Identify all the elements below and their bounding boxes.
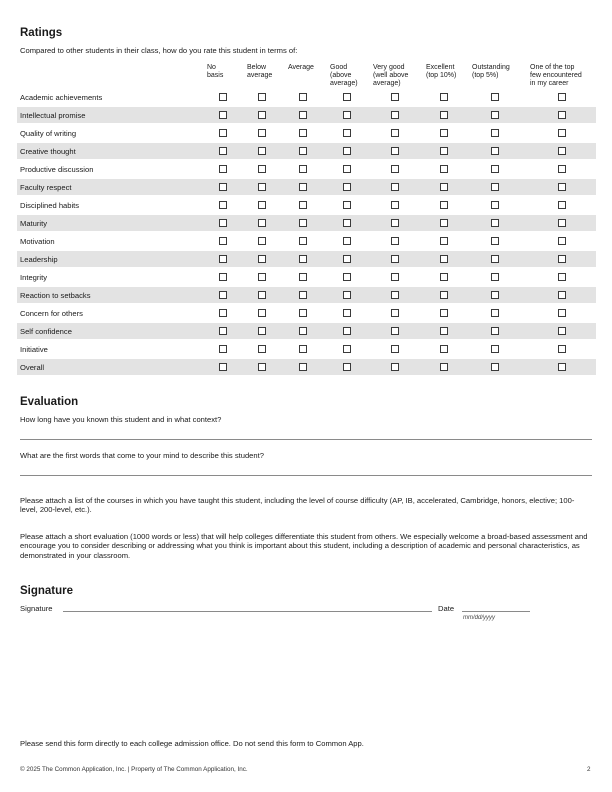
rating-column-header-line: No (207, 64, 216, 71)
rating-checkbox[interactable] (219, 255, 227, 263)
rating-row-label: Concern for others (20, 309, 83, 318)
rating-checkbox[interactable] (299, 363, 307, 371)
rating-column-header-line: Average (288, 64, 314, 71)
rating-column-header-line: in my career (530, 80, 569, 87)
rating-checkbox[interactable] (391, 273, 399, 281)
rating-checkbox[interactable] (558, 273, 566, 281)
rating-checkbox[interactable] (219, 219, 227, 227)
rating-column-header-line: average) (373, 80, 401, 87)
rating-checkbox[interactable] (558, 291, 566, 299)
rating-checkbox[interactable] (391, 129, 399, 137)
rating-checkbox[interactable] (558, 309, 566, 317)
rating-checkbox[interactable] (343, 147, 351, 155)
rating-checkbox[interactable] (391, 237, 399, 245)
rating-checkbox[interactable] (299, 255, 307, 263)
rating-row-label: Motivation (20, 237, 55, 246)
rating-checkbox[interactable] (258, 327, 266, 335)
rating-column-header-line: basis (207, 72, 224, 79)
rating-checkbox[interactable] (219, 147, 227, 155)
date-line[interactable] (462, 611, 530, 612)
rating-checkbox[interactable] (219, 363, 227, 371)
rating-checkbox[interactable] (299, 273, 307, 281)
rating-checkbox[interactable] (491, 327, 499, 335)
rating-checkbox[interactable] (391, 147, 399, 155)
rating-checkbox[interactable] (391, 201, 399, 209)
rating-checkbox[interactable] (391, 219, 399, 227)
rating-checkbox[interactable] (343, 111, 351, 119)
rating-checkbox[interactable] (558, 165, 566, 173)
rating-checkbox[interactable] (440, 147, 448, 155)
rating-checkbox[interactable] (343, 273, 351, 281)
rating-checkbox[interactable] (491, 165, 499, 173)
rating-column-header-line: (well above (373, 72, 409, 79)
rating-column-header-line: few encountered (530, 72, 582, 79)
rating-column-header-line: (above (330, 72, 352, 79)
rating-checkbox[interactable] (219, 165, 227, 173)
rating-column-header-line: Excellent (426, 64, 455, 71)
rating-checkbox[interactable] (343, 255, 351, 263)
rating-row (17, 323, 596, 339)
rating-checkbox[interactable] (558, 237, 566, 245)
rating-row-label: Initiative (20, 345, 48, 354)
rating-checkbox[interactable] (558, 201, 566, 209)
rating-checkbox[interactable] (343, 129, 351, 137)
rating-checkbox[interactable] (558, 255, 566, 263)
rating-row-label: Overall (20, 363, 45, 372)
rating-checkbox[interactable] (258, 273, 266, 281)
rating-row (17, 359, 596, 375)
rating-checkbox[interactable] (491, 93, 499, 101)
rating-checkbox[interactable] (299, 147, 307, 155)
rating-checkbox[interactable] (558, 111, 566, 119)
rating-checkbox[interactable] (391, 327, 399, 335)
date-label: Date (438, 604, 455, 613)
rating-row (17, 269, 596, 285)
rating-row-label: Quality of writing (20, 129, 77, 138)
rating-row (17, 233, 596, 249)
rating-checkbox[interactable] (440, 165, 448, 173)
rating-column-header (247, 64, 272, 80)
rating-checkbox[interactable] (343, 237, 351, 245)
rating-column-header-line: average (247, 72, 273, 79)
rating-checkbox[interactable] (391, 165, 399, 173)
rating-checkbox[interactable] (299, 201, 307, 209)
rating-checkbox[interactable] (219, 183, 227, 191)
rating-checkbox[interactable] (258, 345, 266, 353)
rating-checkbox[interactable] (258, 237, 266, 245)
rating-checkbox[interactable] (440, 309, 448, 317)
rating-checkbox[interactable] (391, 291, 399, 299)
ratings-prompt: Compared to other students in their class, how do you rate this student in terms of: (20, 46, 298, 55)
rating-checkbox[interactable] (219, 93, 227, 101)
date-format-hint: mm/dd/yyyy (463, 615, 496, 621)
rating-row (17, 143, 596, 159)
rating-column-header (472, 64, 510, 80)
rating-row (17, 161, 596, 177)
rating-checkbox[interactable] (299, 111, 307, 119)
rating-column-header (207, 64, 223, 80)
rating-row (17, 305, 596, 321)
rating-row (17, 251, 596, 267)
rating-checkbox[interactable] (391, 309, 399, 317)
rating-column-header (530, 64, 582, 88)
rating-checkbox[interactable] (258, 129, 266, 137)
rating-row-label: Maturity (20, 219, 48, 228)
rating-column-header-line: Very good (373, 64, 405, 71)
page-number: 2 (587, 766, 591, 773)
rating-checkbox[interactable] (440, 345, 448, 353)
rating-row-label: Reaction to setbacks (20, 291, 91, 300)
rating-checkbox[interactable] (491, 363, 499, 371)
rating-column-header-line: Good (330, 64, 348, 71)
evaluation-instruction: Please attach a short evaluation (1000 words or less) that will help colleges differentiate this student from others. We especially welcome a broad-based assessment and encourage you to consider describing or addressing what you think is important about this student, including a description of academic and personal characteristics, as demonstrated in your classroom. (20, 532, 588, 560)
evaluation-question-first-words: What are the first words that come to your mind to describe this student? (20, 451, 264, 460)
rating-checkbox[interactable] (258, 165, 266, 173)
rating-checkbox[interactable] (258, 201, 266, 209)
rating-checkbox[interactable] (440, 219, 448, 227)
send-notice: Please send this form directly to each college admission office. Do not send this form to Common App. (20, 739, 364, 748)
rating-row (17, 179, 596, 195)
rating-checkbox[interactable] (391, 255, 399, 263)
rating-checkbox[interactable] (299, 345, 307, 353)
rating-row (17, 125, 596, 141)
rating-row-label: Creative thought (20, 147, 76, 156)
rating-column-header (330, 64, 358, 88)
rating-checkbox[interactable] (440, 237, 448, 245)
rating-column-header-line: (top 5%) (472, 72, 499, 79)
rating-checkbox[interactable] (440, 291, 448, 299)
rating-checkbox[interactable] (299, 129, 307, 137)
rating-checkbox[interactable] (440, 255, 448, 263)
rating-checkbox[interactable] (558, 129, 566, 137)
rating-checkbox[interactable] (440, 129, 448, 137)
rating-checkbox[interactable] (343, 345, 351, 353)
rating-checkbox[interactable] (391, 345, 399, 353)
rating-checkbox[interactable] (391, 93, 399, 101)
first-words-answer-line[interactable] (20, 475, 592, 476)
rating-row-label: Leadership (20, 255, 58, 264)
rating-checkbox[interactable] (558, 219, 566, 227)
rating-checkbox[interactable] (343, 93, 351, 101)
copyright-footer: © 2025 The Common Application, Inc. | Property of The Common Application, Inc. (20, 766, 248, 773)
evaluation-question-context: How long have you known this student and in what context? (20, 415, 222, 424)
rating-checkbox[interactable] (391, 183, 399, 191)
rating-column-header-line: (top 10%) (426, 72, 457, 79)
rating-checkbox[interactable] (558, 183, 566, 191)
rating-checkbox[interactable] (491, 345, 499, 353)
rating-column-header (373, 64, 408, 88)
rating-checkbox[interactable] (258, 363, 266, 371)
rating-checkbox[interactable] (491, 147, 499, 155)
rating-column-header (426, 64, 456, 80)
rating-checkbox[interactable] (219, 111, 227, 119)
rating-checkbox[interactable] (219, 291, 227, 299)
rating-checkbox[interactable] (343, 219, 351, 227)
rating-column-header (288, 64, 314, 72)
rating-checkbox[interactable] (440, 93, 448, 101)
context-answer-line[interactable] (20, 439, 592, 440)
rating-checkbox[interactable] (258, 309, 266, 317)
rating-column-header-line: average) (330, 80, 358, 87)
rating-checkbox[interactable] (391, 363, 399, 371)
rating-checkbox[interactable] (219, 129, 227, 137)
rating-checkbox[interactable] (299, 237, 307, 245)
rating-checkbox[interactable] (258, 147, 266, 155)
rating-checkbox[interactable] (299, 291, 307, 299)
rating-checkbox[interactable] (440, 201, 448, 209)
rating-checkbox[interactable] (558, 147, 566, 155)
rating-checkbox[interactable] (219, 273, 227, 281)
rating-checkbox[interactable] (258, 219, 266, 227)
rating-checkbox[interactable] (491, 201, 499, 209)
rating-column-header-line: One of the top (530, 64, 575, 71)
rating-column-header-line: Below (247, 64, 267, 71)
rating-checkbox[interactable] (491, 219, 499, 227)
rating-checkbox[interactable] (491, 309, 499, 317)
signature-line[interactable] (63, 611, 432, 612)
rating-checkbox[interactable] (491, 273, 499, 281)
rating-checkbox[interactable] (299, 165, 307, 173)
rating-row (17, 89, 596, 105)
rating-checkbox[interactable] (440, 111, 448, 119)
rating-checkbox[interactable] (343, 183, 351, 191)
courses-instruction: Please attach a list of the courses in which you have taught this student, including the level of course difficulty (AP, IB, accelerated, Cambridge, honors, elective; 100-level, 200-level, etc.). (20, 496, 575, 515)
rating-row-label: Academic achievements (20, 93, 103, 102)
rating-checkbox[interactable] (343, 291, 351, 299)
evaluation-heading: Evaluation (20, 396, 79, 408)
rating-checkbox[interactable] (258, 255, 266, 263)
rating-checkbox[interactable] (440, 273, 448, 281)
rating-checkbox[interactable] (440, 363, 448, 371)
rating-checkbox[interactable] (491, 237, 499, 245)
rating-checkbox[interactable] (558, 363, 566, 371)
rating-row (17, 215, 596, 231)
rating-checkbox[interactable] (343, 165, 351, 173)
rating-row (17, 341, 596, 357)
rating-checkbox[interactable] (299, 93, 307, 101)
rating-checkbox[interactable] (558, 93, 566, 101)
rating-checkbox[interactable] (440, 327, 448, 335)
signature-label: Signature (20, 604, 53, 613)
rating-row-label: Faculty respect (20, 183, 72, 192)
rating-checkbox[interactable] (219, 327, 227, 335)
rating-checkbox[interactable] (219, 201, 227, 209)
rating-checkbox[interactable] (299, 183, 307, 191)
rating-checkbox[interactable] (491, 291, 499, 299)
rating-checkbox[interactable] (219, 345, 227, 353)
rating-row-label: Self confidence (20, 327, 72, 336)
rating-checkbox[interactable] (258, 111, 266, 119)
rating-checkbox[interactable] (258, 291, 266, 299)
rating-checkbox[interactable] (299, 219, 307, 227)
rating-row (17, 107, 596, 123)
rating-checkbox[interactable] (219, 237, 227, 245)
rating-row-label: Integrity (20, 273, 48, 282)
rating-checkbox[interactable] (343, 363, 351, 371)
rating-checkbox[interactable] (491, 183, 499, 191)
rating-checkbox[interactable] (343, 201, 351, 209)
rating-row-label: Productive discussion (20, 165, 94, 174)
rating-row (17, 287, 596, 303)
rating-checkbox[interactable] (258, 93, 266, 101)
rating-checkbox[interactable] (491, 129, 499, 137)
rating-checkbox[interactable] (258, 183, 266, 191)
rating-checkbox[interactable] (491, 255, 499, 263)
rating-checkbox[interactable] (391, 111, 399, 119)
rating-checkbox[interactable] (440, 183, 448, 191)
ratings-heading: Ratings (20, 27, 63, 39)
rating-row (17, 197, 596, 213)
signature-heading: Signature (20, 585, 74, 597)
rating-checkbox[interactable] (299, 309, 307, 317)
rating-checkbox[interactable] (558, 345, 566, 353)
rating-checkbox[interactable] (343, 309, 351, 317)
rating-row-label: Intellectual promise (20, 111, 86, 120)
rating-checkbox[interactable] (343, 327, 351, 335)
rating-checkbox[interactable] (299, 327, 307, 335)
rating-checkbox[interactable] (558, 327, 566, 335)
rating-checkbox[interactable] (219, 309, 227, 317)
rating-column-header-line: Outstanding (472, 64, 510, 71)
rating-checkbox[interactable] (491, 111, 499, 119)
rating-row-label: Disciplined habits (20, 201, 80, 210)
